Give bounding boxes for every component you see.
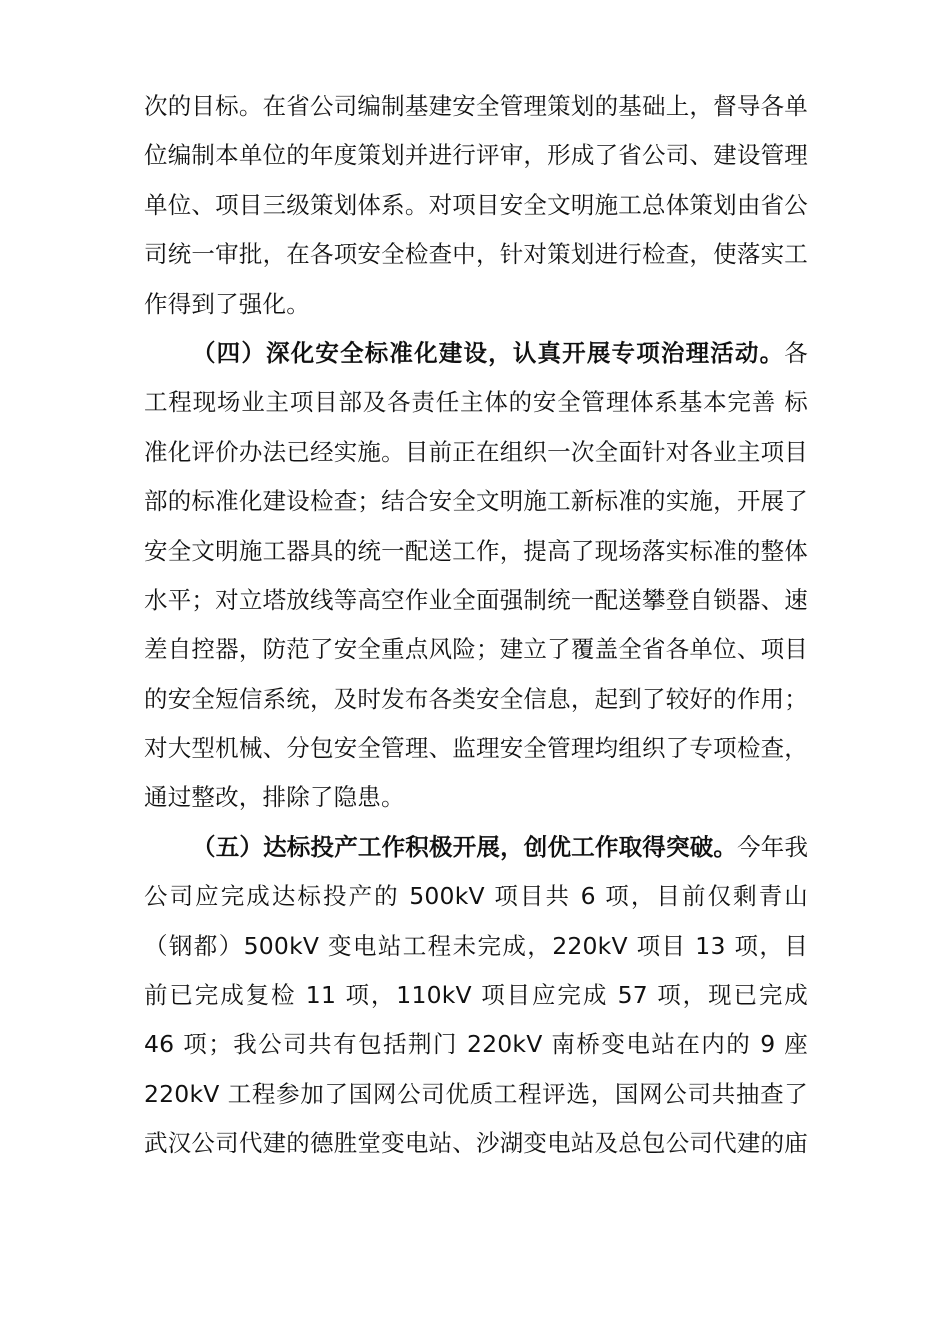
section-heading-4: （四）深化安全标准化建设，认真开展专项治理活动。 xyxy=(192,338,785,367)
section-heading-5: （五）达标投产工作积极开展，创优工作取得突破。 xyxy=(192,832,738,861)
section-heading-line xyxy=(144,329,808,378)
body-line: 水平；对立塔放线等高空作业全面强制统一配送攀登自锁器、速 xyxy=(144,585,808,614)
heading-line-text: 各 xyxy=(784,338,808,367)
body-line: 司统一审批，在各项安全检查中，针对策划进行检查，使落实工 xyxy=(144,240,808,269)
body-line: 安全文明施工器具的统一配送工作，提高了现场落实标准的整体 xyxy=(144,536,808,565)
body-line: 差自控器，防范了安全重点风险；建立了覆盖全省各单位、项目 xyxy=(144,635,808,664)
section-heading-line xyxy=(144,823,808,872)
body-line: 次的目标。在省公司编制基建安全管理策划的基础上，督导各单 xyxy=(144,92,808,120)
body-line: 位编制本单位的年度策划并进行评审，形成了省公司、建设管理 xyxy=(144,141,808,170)
body-line: 作得到了强化。 xyxy=(144,289,310,318)
body-line: 46 项；我公司共有包括荆门 220kV 南桥变电站在内的 9 座 xyxy=(144,1030,808,1059)
body-line: 前已完成复检 11 项，110kV 项目应完成 57 项，现已完成 xyxy=(144,981,808,1010)
body-line: 通过整改，排除了隐患。 xyxy=(144,783,405,812)
body-line: 工程现场业主项目部及各责任主体的安全管理体系基本完善 标 xyxy=(144,388,808,417)
body-line: 对大型机械、分包安全管理、监理安全管理均组织了专项检查， xyxy=(144,734,808,763)
body-line: 单位、项目三级策划体系。对项目安全文明施工总体策划由省公 xyxy=(144,190,808,219)
body-line: 准化评价办法已经实施。目前正在组织一次全面针对各业主项目 xyxy=(144,437,808,466)
body-line: 武汉公司代建的德胜堂变电站、沙湖变电站及总包公司代建的庙 xyxy=(144,1129,808,1158)
body-line: （钢都）500kV 变电站工程未完成，220kV 项目 13 项，目 xyxy=(144,931,808,960)
body-line: 的安全短信系统，及时发布各类安全信息，起到了较好的作用； xyxy=(144,684,808,713)
document-body xyxy=(144,82,808,1169)
body-line: 公司应完成达标投产的 500kV 项目共 6 项，目前仅剩青山 xyxy=(144,882,808,911)
heading-line-text: 今年我 xyxy=(737,832,808,861)
body-line: 部的标准化建设检查；结合安全文明施工新标准的实施，开展了 xyxy=(144,487,808,516)
body-line: 220kV 工程参加了国网公司优质工程评选，国网公司共抽查了 xyxy=(144,1079,808,1108)
